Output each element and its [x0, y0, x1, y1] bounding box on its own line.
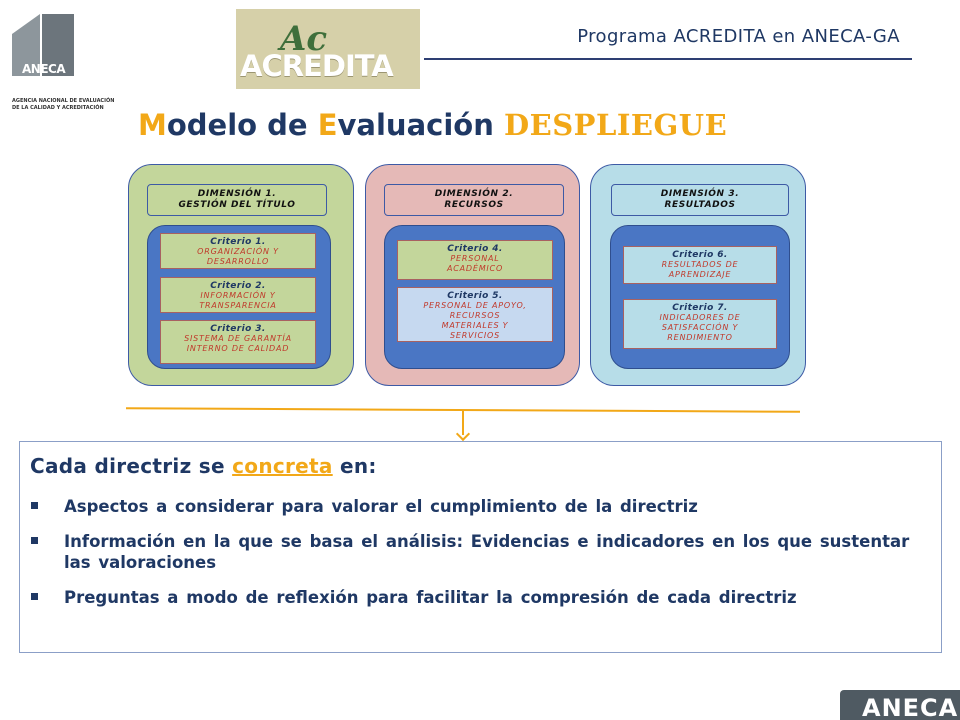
title-initial-e: E: [317, 108, 338, 142]
list-item-text: Aspectos a considerar para valorar el cumplimiento de la directriz: [64, 497, 698, 516]
dimension-panel-2: [365, 164, 580, 386]
aneca-logo: [8, 12, 118, 122]
criterion-line: SISTEMA DE GARANTÍA: [184, 334, 292, 343]
criterion-6: [623, 246, 777, 284]
dimension-title: DIMENSIÓN 1.: [197, 189, 277, 199]
criteria-group-2: [384, 225, 565, 369]
aneca-logo-text: ANECA: [22, 62, 66, 76]
dimension-title: DIMENSIÓN 3.: [660, 189, 740, 199]
square-bullet-icon: [31, 593, 38, 600]
criterion-line: DESARROLLO: [206, 257, 270, 266]
criterion-line: RESULTADOS DE: [661, 260, 739, 269]
dimension-subtitle: RECURSOS: [444, 200, 504, 210]
criterion-line: PERSONAL: [450, 254, 500, 263]
list-item-text: Preguntas a modo de reflexión para facilitar la compresión de cada directriz: [64, 588, 797, 607]
list-item: [30, 496, 930, 517]
title-highlight: DESPLIEGUE: [503, 108, 728, 142]
criterion-title: Criterio 2.: [210, 281, 266, 291]
criterion-line: SERVICIOS: [449, 331, 501, 340]
criterion-4: [397, 240, 553, 280]
criterion-line: RENDIMIENTO: [667, 333, 733, 342]
acredita-glyph-icon: Ac: [280, 19, 328, 59]
dimension-subtitle: GESTIÓN DEL TÍTULO: [178, 200, 296, 210]
criterion-2: [160, 277, 316, 313]
info-heading-start: Cada directriz se: [30, 454, 233, 478]
criterion-title: Criterio 5.: [447, 291, 503, 301]
square-bullet-icon: [31, 502, 38, 509]
criterion-line: APRENDIZAJE: [668, 270, 732, 279]
info-list: [30, 496, 930, 622]
criterion-7: [623, 299, 777, 349]
page-title: [138, 108, 778, 142]
list-item: [30, 587, 930, 608]
criterion-title: Criterio 6.: [672, 250, 728, 260]
info-heading-highlight: concreta: [232, 454, 333, 478]
info-box: [19, 441, 942, 653]
criterion-3: [160, 320, 316, 364]
title-initial-m: M: [138, 108, 167, 142]
criterion-1: [160, 233, 316, 269]
dimension-title: DIMENSIÓN 2.: [434, 189, 514, 199]
dimension-panel-3: [590, 164, 806, 386]
criterion-5: [397, 287, 553, 342]
dimension-header-2: [384, 184, 564, 216]
criterion-line: ORGANIZACIÓN Y: [197, 247, 279, 256]
header-divider: [424, 58, 912, 60]
dimension-header-3: [611, 184, 789, 216]
criterion-title: Criterio 3.: [210, 324, 266, 334]
list-item: [30, 531, 930, 573]
criterion-line: INFORMACIÓN Y: [200, 291, 276, 300]
dimension-subtitle: RESULTADOS: [664, 200, 736, 210]
aneca-logo-subtitle: AGENCIA NACIONAL DE EVALUACIÓN DE LA CALIDAD Y ACREDITACIÓN: [12, 98, 115, 111]
title-part-2: valuación: [337, 108, 504, 142]
aneca-footer-logo: [840, 690, 960, 720]
criterion-line: INTERNO DE CALIDAD: [186, 344, 290, 353]
info-heading-end: en:: [332, 454, 377, 478]
square-bullet-icon: [31, 537, 38, 544]
criterion-title: Criterio 7.: [672, 303, 728, 313]
criterion-line: RECURSOS: [449, 311, 501, 320]
arrow-down-icon: [456, 427, 470, 441]
list-item-text: Información en la que se basa el análisis: Evidencias e indicadores en los que sustentar las valoraciones: [64, 532, 910, 572]
criterion-line: MATERIALES Y: [441, 321, 509, 330]
aneca-footer-text: ANECA: [862, 694, 959, 720]
criterion-line: ACADÉMICO: [446, 264, 504, 273]
criteria-group-3: [610, 225, 790, 369]
criteria-group-1: [147, 225, 331, 369]
acredita-logo: [236, 9, 420, 89]
criterion-title: Criterio 4.: [447, 244, 503, 254]
dimension-header-1: [147, 184, 327, 216]
criterion-line: INDICADORES DE: [659, 313, 741, 322]
dimension-panel-1: [128, 164, 354, 386]
title-part-1: odelo de: [166, 108, 318, 142]
criterion-line: TRANSPARENCIA: [199, 301, 277, 310]
acredita-logo-text: ACREDITA: [240, 49, 393, 83]
criterion-title: Criterio 1.: [210, 237, 266, 247]
criterion-line: SATISFACCIÓN Y: [661, 323, 739, 332]
program-title: Programa ACREDITA en ANECA-GA: [577, 26, 900, 47]
criterion-line: PERSONAL DE APOYO,: [423, 301, 527, 310]
info-heading: [30, 454, 377, 478]
